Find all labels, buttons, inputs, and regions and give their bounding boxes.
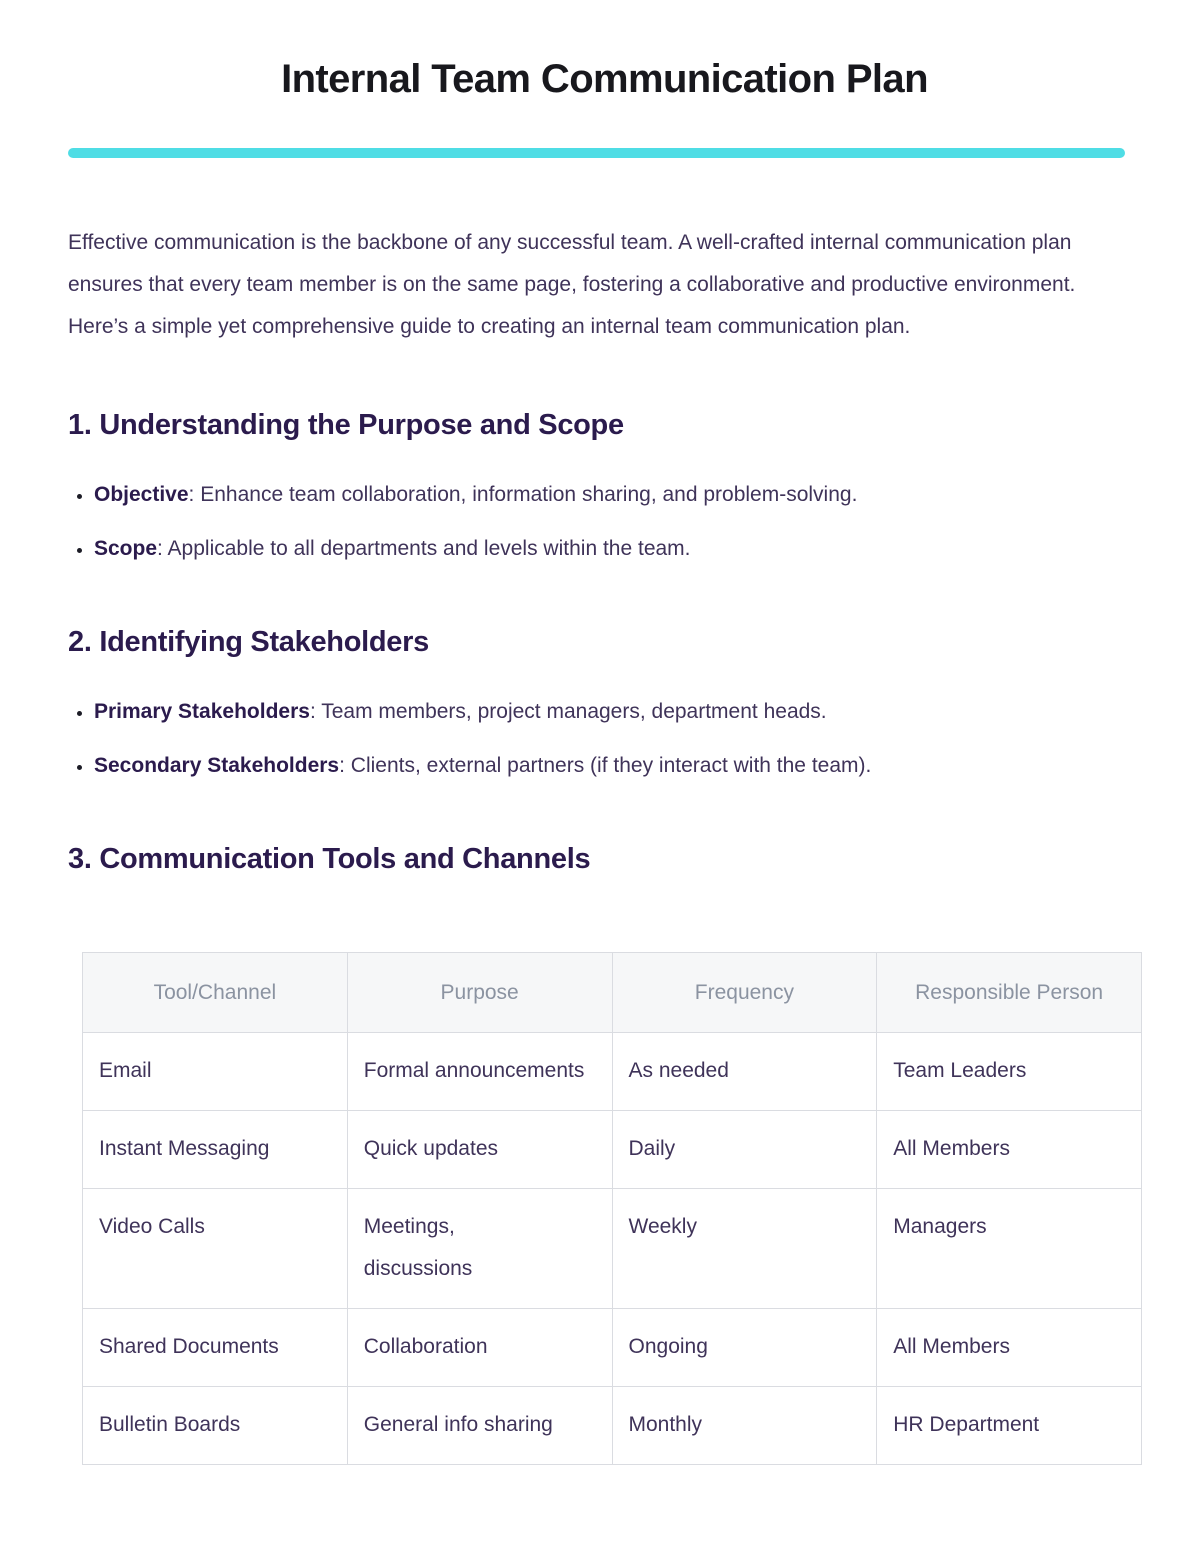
table-header-row: [83, 953, 1142, 1033]
list-item-objective: [94, 478, 1141, 511]
bullet-text: : Clients, external partners (if they interact with the team).: [339, 754, 872, 777]
column-header-responsible-person: Responsible Person: [877, 953, 1142, 1033]
column-header-frequency: Frequency: [612, 953, 877, 1033]
table-cell: Team Leaders: [877, 1033, 1142, 1111]
list-item-scope: [94, 532, 1141, 565]
section-heading-tools-channels: 3. Communication Tools and Channels: [68, 843, 591, 875]
table-cell: All Members: [877, 1111, 1142, 1189]
bullet-label: Objective: [94, 483, 189, 506]
bullet-label: Scope: [94, 537, 158, 560]
table-cell: Instant Messaging: [83, 1111, 348, 1189]
table-cell: Quick updates: [347, 1111, 612, 1189]
table-cell: Video Calls: [83, 1189, 348, 1309]
bullet-label: Secondary Stakeholders: [94, 754, 340, 777]
table-row-email: [83, 1033, 1142, 1111]
section-heading-purpose-scope: 1. Understanding the Purpose and Scope: [68, 409, 624, 441]
stakeholders-bullet-list: [68, 695, 1141, 782]
list-item-primary-stakeholders: [94, 695, 1141, 728]
purpose-scope-bullet-list: [68, 478, 1141, 565]
table-cell: Weekly: [612, 1189, 877, 1309]
accent-divider: [68, 148, 1125, 158]
section-heading-stakeholders: 2. Identifying Stakeholders: [68, 626, 429, 658]
table-cell: Managers: [877, 1189, 1142, 1309]
table-cell: Email: [83, 1033, 348, 1111]
table-cell: Meetings, discussions: [347, 1189, 612, 1309]
bullet-label: Primary Stakeholders: [94, 700, 310, 723]
page-title: Internal Team Communication Plan: [281, 57, 928, 101]
table-cell: General info sharing: [347, 1387, 612, 1465]
table-row-shared-documents: [83, 1309, 1142, 1387]
table-cell: Formal announcements: [347, 1033, 612, 1111]
table-cell: Shared Documents: [83, 1309, 348, 1387]
column-header-purpose: Purpose: [347, 953, 612, 1033]
table-cell: As needed: [612, 1033, 877, 1111]
column-header-tool-channel: Tool/Channel: [83, 953, 348, 1033]
table-row-bulletin-boards: [83, 1387, 1142, 1465]
table-cell: Bulletin Boards: [83, 1387, 348, 1465]
table-cell: Collaboration: [347, 1309, 612, 1387]
table-cell: Ongoing: [612, 1309, 877, 1387]
bullet-text: : Team members, project managers, department heads.: [309, 700, 827, 723]
table-cell: HR Department: [877, 1387, 1142, 1465]
bullet-text: : Enhance team collaboration, information sharing, and problem-solving.: [188, 483, 858, 506]
list-item-secondary-stakeholders: [94, 749, 1141, 782]
communication-tools-table: [82, 952, 1142, 1465]
table-row-instant-messaging: [83, 1111, 1142, 1189]
table-cell: Monthly: [612, 1387, 877, 1465]
table-cell: All Members: [877, 1309, 1142, 1387]
intro-paragraph: Effective communication is the backbone of any successful team. A well-crafted internal communication plan ensures that every team member is on the same page, fostering a collaborative and productive environment. Here’s a simple yet comprehensive guide to creating an internal team communication plan.: [68, 231, 1076, 338]
bullet-text: : Applicable to all departments and levels within the team.: [157, 537, 691, 560]
table-row-video-calls: [83, 1189, 1142, 1309]
table-cell: Daily: [612, 1111, 877, 1189]
